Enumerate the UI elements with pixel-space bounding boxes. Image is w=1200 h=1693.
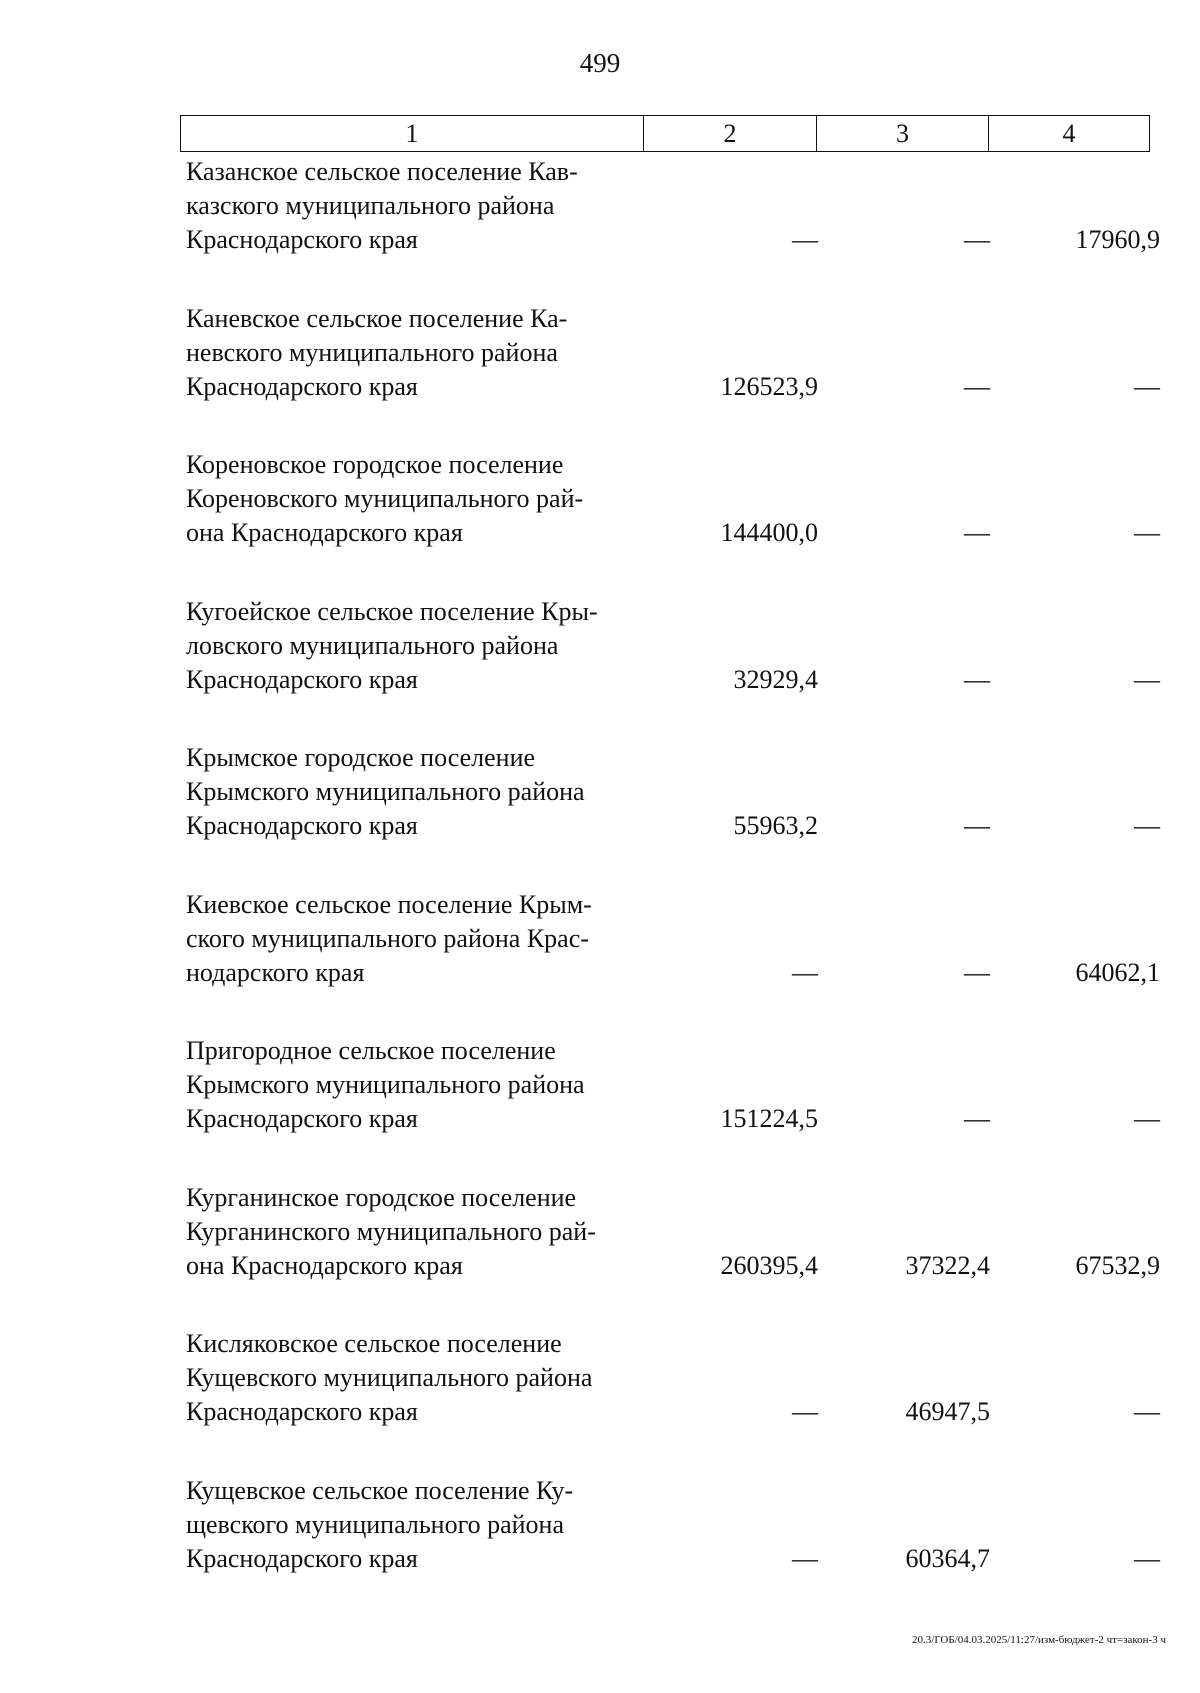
settlement-name	[186, 595, 646, 697]
settlement-name	[186, 1034, 646, 1136]
settlement-name-line: Казанское сельское поселение Кав-	[186, 157, 578, 186]
settlement-name	[186, 888, 646, 990]
settlement-name-line: Крымское городское поселение	[186, 743, 536, 772]
settlement-name	[186, 448, 646, 550]
value-col2: —	[792, 1543, 818, 1573]
settlement-name-line: Крымского муниципального района	[186, 1070, 585, 1099]
settlement-name	[186, 302, 646, 404]
value-col3: —	[964, 957, 990, 987]
header-cell-1: 1	[181, 116, 644, 151]
value-col4: —	[1134, 1543, 1160, 1573]
table-row	[0, 741, 1200, 888]
header-cell-3: 3	[817, 116, 989, 151]
table-body	[0, 155, 1200, 1620]
value-col3: —	[964, 518, 990, 547]
value-col4: —	[1134, 1104, 1160, 1133]
settlement-name-line: Кугоейское сельское поселение Кры-	[186, 596, 598, 626]
table-row	[0, 888, 1200, 1035]
settlement-name	[186, 1181, 646, 1283]
settlement-name-line: Курганинское городское поселение	[186, 1182, 577, 1212]
value-col3: —	[964, 1104, 990, 1133]
value-col3: 60364,7	[905, 1543, 990, 1573]
settlement-name-line: Краснодарского края	[186, 371, 418, 401]
settlement-name-line: Курганинского муниципального рай-	[186, 1216, 596, 1246]
table-row	[0, 302, 1200, 449]
value-col4: 67532,9	[1075, 1250, 1160, 1280]
settlement-name-line: Пригородное сельское поселение	[186, 1036, 556, 1065]
settlement-name	[186, 155, 646, 257]
value-col3: —	[964, 811, 990, 840]
value-col3: 37322,4	[905, 1250, 990, 1280]
settlement-name-line: Краснодарского края	[186, 811, 418, 840]
settlement-name-line: Краснодарского края	[186, 1543, 418, 1573]
settlement-name-line: она Краснодарского края	[186, 1250, 463, 1280]
settlement-name-line: нодарского края	[186, 957, 365, 987]
settlement-name-line: Кисляковское сельское поселение	[186, 1329, 562, 1358]
settlement-name	[186, 741, 646, 843]
table-header	[180, 115, 1150, 152]
value-col3: —	[964, 664, 990, 694]
value-col2: 260395,4	[720, 1250, 818, 1280]
settlement-name	[186, 1327, 646, 1429]
value-col3: —	[964, 371, 990, 401]
value-col4: —	[1134, 371, 1160, 401]
page-number: 499	[579, 48, 621, 78]
settlement-name-line: Кущевского муниципального района	[186, 1363, 593, 1392]
settlement-name-line: она Краснодарского края	[186, 518, 463, 547]
settlement-name-line: Краснодарского края	[186, 1104, 418, 1133]
header-cell-2: 2	[644, 116, 817, 151]
settlement-name-line: невского муниципального района	[186, 337, 558, 367]
value-col4: 64062,1	[1075, 957, 1160, 987]
value-col3: —	[964, 225, 990, 254]
settlement-name-line: Краснодарского края	[186, 225, 418, 254]
table-row	[0, 1474, 1200, 1621]
table-row	[0, 1327, 1200, 1474]
value-col2: 32929,4	[733, 664, 818, 694]
settlement-name	[186, 1474, 646, 1576]
table-row	[0, 595, 1200, 742]
settlement-name-line: ского муниципального района Крас-	[186, 923, 589, 953]
settlement-name-line: Кущевское сельское поселение Ку-	[186, 1475, 574, 1505]
settlement-name-line: казского муниципального района	[186, 191, 555, 220]
settlement-name-line: Кореновского муниципального рай-	[186, 484, 584, 513]
value-col2: 151224,5	[720, 1104, 818, 1133]
value-col4: —	[1134, 664, 1160, 694]
table-row	[0, 1034, 1200, 1181]
settlement-name-line: Краснодарского края	[186, 1397, 418, 1426]
value-col4: —	[1134, 811, 1160, 840]
value-col4: 17960,9	[1075, 225, 1160, 254]
settlement-name-line: Каневское сельское поселение Ка-	[186, 303, 568, 333]
value-col4: —	[1134, 518, 1160, 547]
settlement-name-line: Краснодарского края	[186, 664, 418, 694]
value-col2: 55963,2	[733, 811, 818, 840]
table-row	[0, 1181, 1200, 1328]
table-row	[0, 448, 1200, 595]
value-col2: 144400,0	[720, 518, 818, 547]
header-cell-4: 4	[1062, 119, 1076, 148]
table-row	[0, 155, 1200, 302]
value-col3: 46947,5	[905, 1397, 990, 1426]
settlement-name-line: Киевское сельское поселение Крым-	[186, 889, 592, 919]
value-col4: —	[1134, 1397, 1160, 1426]
value-col2: —	[792, 1397, 818, 1426]
value-col2: 126523,9	[720, 371, 818, 401]
settlement-name-line: Кореновское городское поселение	[186, 450, 564, 479]
value-col2: —	[792, 957, 818, 987]
document-footer: 20.3/ГОБ/04.03.2025/11:27/изм-бюджет-2 чт=закон-3 ч	[912, 1634, 1166, 1646]
value-col2: —	[792, 225, 818, 254]
settlement-name-line: щевского муниципального района	[186, 1509, 565, 1539]
settlement-name-line: ловского муниципального района	[186, 630, 559, 660]
settlement-name-line: Крымского муниципального района	[186, 777, 585, 806]
